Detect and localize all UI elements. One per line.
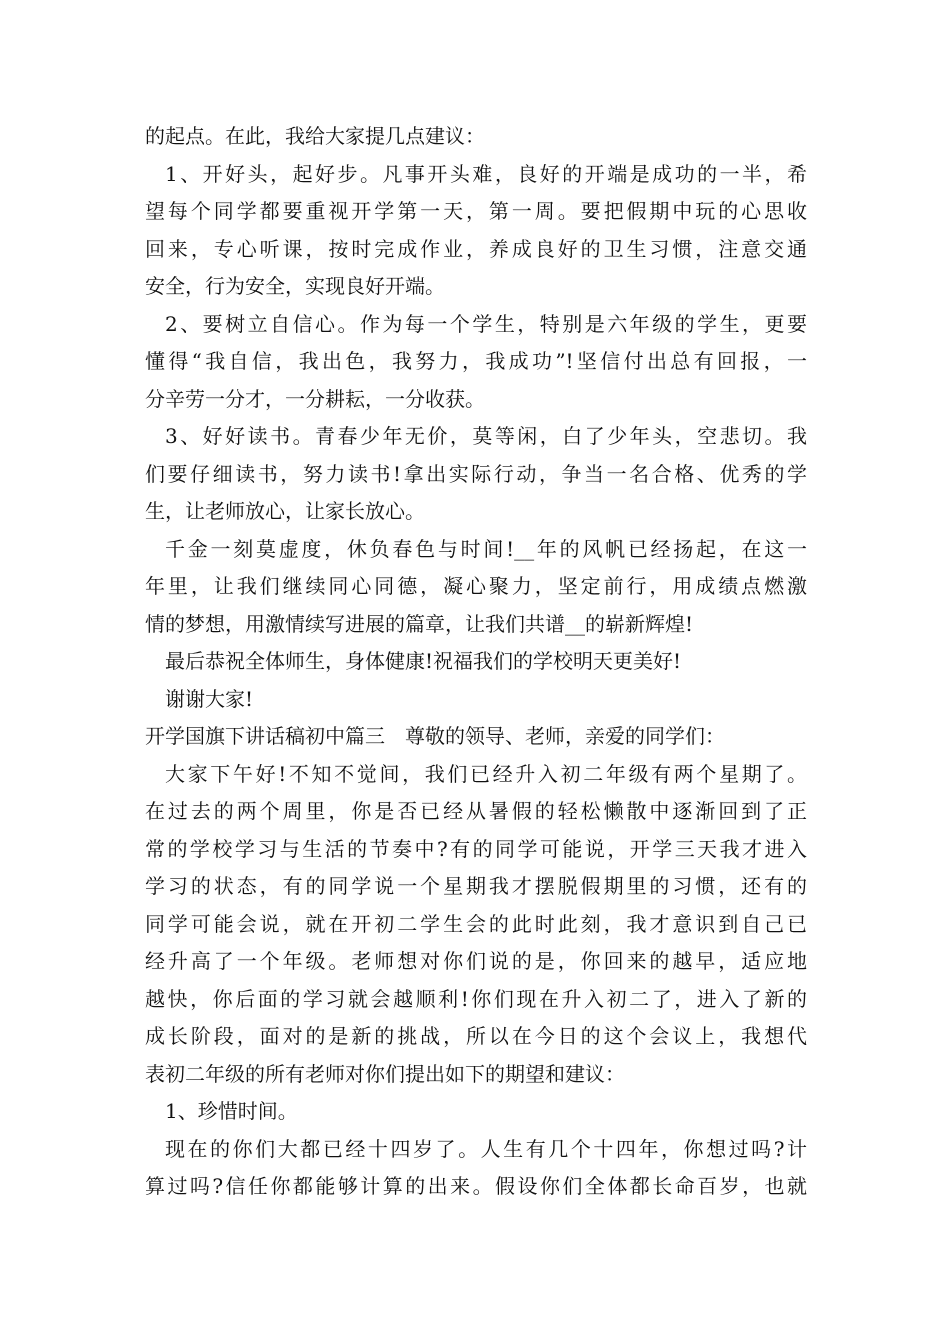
document-page: [145, 118, 807, 1206]
text-line: 分辛劳一分才，一分耕耘，一分收获。: [145, 386, 485, 411]
text-line: 1、开好头，起好步。凡事开头难，良好的开端是成功的一半，希: [165, 161, 807, 186]
text-line: 2、要树立自信心。作为每一个学生，特别是六年级的学生，更要: [165, 311, 807, 336]
text-line: 现在的你们大都已经十四岁了。人生有几个十四年，你想过吗?计: [165, 1136, 807, 1161]
text-line: 1、珍惜时间。: [165, 1099, 298, 1123]
text-line: 千金一刻莫虚度，休负春色与时间!__年的风帆已经扬起，在这一: [165, 536, 807, 561]
text-line: 常的学校学习与生活的节奏中?有的同学可能说，开学三天我才进入: [145, 836, 807, 861]
text-line: 表初二年级的所有老师对你们提出如下的期望和建议：: [145, 1061, 625, 1086]
text-line: 的起点。在此，我给大家提几点建议：: [145, 124, 485, 148]
text-line: 大家下午好!不知不觉间，我们已经升入初二年级有两个星期了。: [165, 761, 807, 786]
text-line: 成长阶段，面对的是新的挑战，所以在今日的这个会议上，我想代: [145, 1024, 807, 1048]
text-line: 生，让老师放心，让家长放心。: [145, 499, 425, 523]
text-line: 情的梦想，用激情续写进展的篇章，让我们共谱__的崭新辉煌!: [145, 611, 694, 636]
text-line: 经升高了一个年级。老师想对你们说的是，你回来的越早，适应地: [145, 949, 807, 973]
text-line: 年里，让我们继续同心同德，凝心聚力，坚定前行，用成绩点燃激: [145, 574, 807, 598]
text-line: 们要仔细读书，努力读书!拿出实际行动，争当一名合格、优秀的学: [145, 461, 807, 486]
text-line: 谢谢大家!: [165, 686, 254, 711]
text-line: 望每个同学都要重视开学第一天，第一周。要把假期中玩的心思收: [145, 199, 807, 223]
text-line: 懂得“我自信，我出色，我努力，我成功”!坚信付出总有回报，一: [145, 349, 807, 373]
text-line: 回来，专心听课，按时完成作业，养成良好的卫生习惯，注意交通: [145, 236, 807, 261]
text-line: 安全，行为安全，实现良好开端。: [145, 274, 445, 298]
text-line: 算过吗?信任你都能够计算的出来。假设你们全体都长命百岁，也就: [145, 1174, 807, 1198]
text-line: 学习的状态，有的同学说一个星期我才摆脱假期里的习惯，还有的: [145, 874, 807, 898]
text-line: 同学可能会说，就在开初二学生会的此时此刻，我才意识到自己已: [145, 911, 807, 936]
section-heading-line: 开学国旗下讲话稿初中篇三 尊敬的领导、老师，亲爱的同学们：: [145, 724, 725, 748]
text-line: 在过去的两个周里，你是否已经从暑假的轻松懒散中逐渐回到了正: [145, 799, 807, 823]
text-line: 3、好好读书。青春少年无价，莫等闲，白了少年头，空悲切。我: [165, 424, 807, 448]
text-line: 最后恭祝全体师生，身体健康!祝福我们的学校明天更美好!: [165, 649, 682, 673]
text-line: 越快，你后面的学习就会越顺利!你们现在升入初二了，进入了新的: [145, 986, 807, 1011]
